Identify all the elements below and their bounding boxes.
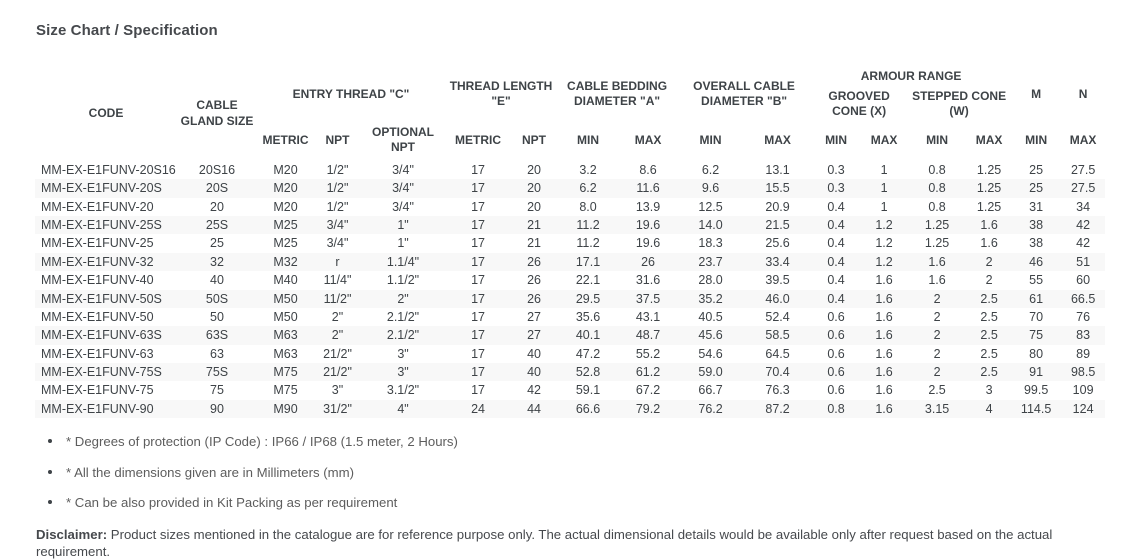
value-cell: 20 [210,199,224,214]
subheader-n-max: MAX [1069,132,1097,147]
value-cell: 75 [1029,328,1044,343]
value-cell: 42 [1076,236,1091,251]
value-cell: 54.6 [698,346,723,361]
value-cell: 2.5 [980,346,998,361]
value-cell: 3.1/2" [386,383,420,398]
value-cell: 43.1 [635,309,661,324]
value-cell: 63S [205,328,229,343]
value-cell: 1 [880,162,888,177]
value-cell: 3/4" [392,181,414,196]
value-cell: 1.2 [875,254,893,269]
value-cell: 76.3 [765,383,790,398]
value-cell: 0.4 [827,254,845,269]
value-cell: 17 [471,346,485,361]
code-cell: MM-EX-E1FUNV-63 [41,346,154,361]
value-cell: M25 [273,218,298,233]
value-cell: 2 [933,346,941,361]
value-cell: 40.1 [575,328,601,343]
code-cell: MM-EX-E1FUNV-75S [41,365,162,380]
value-cell: 8.0 [579,199,597,214]
note-text: * All the dimensions given are in Millimeters (mm) [66,464,355,480]
value-cell: 2.5 [980,291,998,306]
header-n: N [1078,86,1088,101]
value-cell: 25 [210,236,224,251]
value-cell: 0.6 [827,365,845,380]
value-cell: 1.6 [928,254,946,269]
value-cell: 0.4 [827,218,845,233]
value-cell: 42 [527,383,541,398]
value-cell: 2.5 [980,328,998,343]
table-row [35,381,1105,399]
value-cell: 87.2 [765,401,790,416]
note-item [48,465,1142,482]
value-cell: 109 [1072,383,1094,398]
value-cell: 1.2 [875,218,893,233]
value-cell: 21/2" [323,346,352,361]
table-row [35,326,1105,344]
value-cell: 27.5 [1070,181,1096,196]
value-cell: 1 [880,199,888,214]
value-cell: 1.6 [875,273,893,288]
value-cell: 1.25 [976,199,1002,214]
value-cell: 99.5 [1023,383,1049,398]
bullet-icon [48,470,52,474]
value-cell: 1.6 [980,218,998,233]
value-cell: 40 [210,273,224,288]
table-header [35,65,1105,161]
value-cell: 20.9 [765,199,790,214]
value-cell: 21.5 [765,218,790,233]
value-cell: 61.2 [635,365,661,380]
value-cell: 17 [471,162,485,177]
value-cell: 2 [985,254,993,269]
note-item [48,495,1142,512]
subheader-bedding-max: MAX [634,132,662,147]
value-cell: 20 [527,162,541,177]
value-cell: 33.4 [765,254,790,269]
header-cable-gland-size: CABLE GLAND SIZE [180,98,254,128]
value-cell: 66.6 [575,401,601,416]
value-cell: 40.5 [698,309,723,324]
table-row [35,198,1105,216]
value-cell: 83 [1076,328,1091,343]
size-table-body [35,161,1105,418]
value-cell: 15.5 [765,181,790,196]
note-item [48,434,1142,451]
table-row [35,290,1105,308]
value-cell: 0.6 [827,328,845,343]
value-cell: 17 [471,181,485,196]
value-cell: 47.2 [575,346,601,361]
value-cell: 1" [397,236,409,251]
value-cell: 1.25 [976,162,1002,177]
value-cell: 75 [210,383,224,398]
value-cell: 0.6 [827,346,845,361]
note-text: * Degrees of protection (IP Code) : IP66 / IP68 (1.5 meter, 2 Hours) [66,434,458,450]
table-row [35,400,1105,418]
subheader-optional-npt: OPTIONAL NPT [372,124,434,155]
value-cell: 29.5 [575,291,601,306]
header-code: CODE [88,106,124,121]
subheader-grooved-max: MAX [870,132,898,147]
subheader-entry-npt: NPT [325,132,350,147]
bullet-icon [48,500,52,504]
disclaimer-text: Product sizes mentioned in the catalogue are for reference purpose only. The actual dimensional details would be available only after request based on the actual requirement. [36,526,1053,559]
header-overall-cable: OVERALL CABLE DIAMETER "B" [693,78,795,109]
value-cell: 17 [471,328,485,343]
disclaimer-label: Disclaimer: [36,526,108,542]
code-cell: MM-EX-E1FUNV-50S [41,291,162,306]
value-cell: 66.5 [1070,291,1096,306]
subheader-m-max: MIN [1025,132,1048,147]
value-cell: 28.0 [698,273,723,288]
value-cell: 38 [1029,236,1044,251]
value-cell: 90 [210,401,224,416]
value-cell: 2" [331,328,344,343]
value-cell: 1.6 [928,273,946,288]
value-cell: 20 [527,199,541,214]
value-cell: 70.4 [765,365,790,380]
value-cell: 19.6 [635,218,661,233]
bullet-icon [48,439,52,443]
value-cell: 25.6 [765,236,790,251]
value-cell: 46 [1029,254,1044,269]
code-cell: MM-EX-E1FUNV-25S [41,218,162,233]
value-cell: M40 [273,273,298,288]
value-cell: M75 [273,365,298,380]
value-cell: 17 [471,383,485,398]
code-cell: MM-EX-E1FUNV-20S [41,181,162,196]
value-cell: 23.7 [698,254,723,269]
subheader-overall-max: MAX [764,132,791,147]
value-cell: M63 [273,328,298,343]
value-cell: 20S16 [198,162,236,177]
value-cell: 1.25 [924,218,950,233]
value-cell: 114.5 [1020,401,1052,416]
value-cell: 61 [1029,291,1044,306]
subheader-stepped-min: MIN [926,132,949,147]
table-row [35,345,1105,363]
value-cell: 4 [985,401,993,416]
code-cell: MM-EX-E1FUNV-63S [41,328,162,343]
value-cell: M50 [273,309,298,324]
value-cell: 2 [933,291,941,306]
subheader-bedding-min: MIN [577,132,600,147]
value-cell: M63 [273,346,298,361]
subheader-grooved-min: MIN [825,132,848,147]
table-row [35,216,1105,234]
table-row [35,234,1105,252]
value-cell: 3/4" [326,218,349,233]
value-cell: 79.2 [635,401,661,416]
value-cell: 2.5 [980,365,998,380]
value-cell: 67.2 [635,383,661,398]
value-cell: 0.8 [928,162,946,177]
value-cell: 6.2 [701,162,720,177]
value-cell: 17 [471,236,485,251]
value-cell: 31 [1029,199,1044,214]
value-cell: 89 [1076,346,1091,361]
header-m: M [1031,86,1042,101]
value-cell: 2" [331,309,344,324]
value-cell: 0.8 [928,199,946,214]
table-row [35,161,1105,179]
subheader-overall-min: MIN [699,132,722,147]
notes-list [48,434,1142,512]
value-cell: 1.25 [976,181,1002,196]
size-chart-table [35,65,1105,418]
value-cell: 2.5 [980,309,998,324]
value-cell: 1.6 [875,328,893,343]
value-cell: M20 [273,199,298,214]
value-cell: 59.0 [698,365,723,380]
value-cell: 51 [1076,254,1091,269]
value-cell: 3.15 [924,401,950,416]
value-cell: 3" [397,346,409,361]
value-cell: 25 [1029,181,1044,196]
value-cell: 0.3 [827,181,845,196]
value-cell: 27.5 [1070,162,1096,177]
value-cell: 37.5 [635,291,661,306]
value-cell: 1.6 [875,291,893,306]
code-cell: MM-EX-E1FUNV-32 [41,254,154,269]
value-cell: 1.2 [875,236,893,251]
value-cell: 1.6 [875,401,893,416]
value-cell: 25 [1029,162,1044,177]
value-cell: 35.2 [698,291,723,306]
value-cell: 21 [527,236,541,251]
code-cell: MM-EX-E1FUNV-75 [41,383,154,398]
subheader-entry-metric: METRIC [262,132,309,147]
value-cell: 11.2 [576,218,600,233]
value-cell: 39.5 [765,273,790,288]
table-row [35,179,1105,197]
value-cell: 17 [471,199,485,214]
code-cell: MM-EX-E1FUNV-90 [41,401,154,416]
value-cell: 75S [205,365,229,380]
value-cell: 34 [1076,199,1091,214]
note-text: * Can be also provided in Kit Packing as per requirement [66,495,398,511]
value-cell: 50S [205,291,229,306]
value-cell: 9.6 [701,181,720,196]
value-cell: 1.6 [875,309,893,324]
value-cell: 3 [985,383,993,398]
value-cell: 27 [527,309,541,324]
value-cell: 2 [985,273,993,288]
value-cell: 52.4 [765,309,790,324]
subheader-length-metric: METRIC [455,132,502,147]
value-cell: 26 [527,273,541,288]
value-cell: 50 [210,309,224,324]
value-cell: 1.25 [924,236,950,251]
table-row [35,308,1105,326]
value-cell: 80 [1029,346,1044,361]
value-cell: 21 [527,218,541,233]
value-cell: 17 [471,273,485,288]
value-cell: r [335,254,340,269]
value-cell: 0.6 [827,309,845,324]
value-cell: 3.2 [579,162,597,177]
value-cell: 1 [880,181,888,196]
code-cell: MM-EX-E1FUNV-25 [41,236,154,251]
value-cell: 13.9 [635,199,661,214]
value-cell: 63 [210,346,224,361]
value-cell: M32 [273,254,298,269]
value-cell: 0.3 [827,162,845,177]
value-cell: M90 [273,401,298,416]
value-cell: 11.6 [636,181,660,196]
value-cell: 20 [527,181,541,196]
value-cell: 24 [471,401,485,416]
value-cell: 17.1 [575,254,601,269]
value-cell: 124 [1072,401,1094,416]
value-cell: 0.4 [827,291,845,306]
value-cell: 11/2" [323,291,352,306]
value-cell: 20S [205,181,229,196]
value-cell: 44 [527,401,541,416]
header-stepped-cone: STEPPED CONE (W) [912,88,1007,119]
value-cell: 91 [1029,365,1044,380]
value-cell: 31.6 [635,273,661,288]
value-cell: 3/4" [392,199,414,214]
value-cell: 1/2" [326,181,349,196]
value-cell: 1.1/2" [386,273,420,288]
code-cell: MM-EX-E1FUNV-50 [41,309,154,324]
value-cell: 40 [527,346,541,361]
value-cell: 2" [397,291,409,306]
value-cell: 35.6 [575,309,601,324]
value-cell: 55.2 [635,346,661,361]
value-cell: 2 [933,328,941,343]
value-cell: 0.4 [827,273,845,288]
value-cell: 27 [527,328,541,343]
value-cell: 76.2 [698,401,723,416]
value-cell: 3" [331,383,344,398]
header-entry-thread: ENTRY THREAD "C" [292,86,410,101]
header-grooved-cone: GROOVED CONE (X) [828,88,890,119]
value-cell: 98.5 [1070,365,1096,380]
value-cell: 26 [641,254,655,269]
header-cable-bedding: CABLE BEDDING DIAMETER "A" [567,78,668,109]
value-cell: 4" [397,401,409,416]
value-cell: M50 [273,291,298,306]
value-cell: 17 [471,365,485,380]
value-cell: 48.7 [635,328,661,343]
value-cell: 52.8 [575,365,601,380]
value-cell: 1.6 [875,383,893,398]
value-cell: 21/2" [323,365,352,380]
value-cell: 1" [397,218,409,233]
page-title: Size Chart / Specification [36,22,218,39]
value-cell: 0.8 [928,181,946,196]
value-cell: M75 [273,383,298,398]
code-cell: MM-EX-E1FUNV-40 [41,273,154,288]
value-cell: 17 [471,218,485,233]
subheader-length-npt: NPT [522,132,547,147]
value-cell: 11/4" [323,273,352,288]
value-cell: 2.5 [928,383,946,398]
value-cell: 14.0 [698,218,723,233]
value-cell: 59.1 [575,383,601,398]
value-cell: 2 [933,309,941,324]
value-cell: 58.5 [765,328,790,343]
value-cell: M20 [273,162,298,177]
value-cell: 64.5 [765,346,790,361]
value-cell: 3/4" [392,162,414,177]
value-cell: 1.1/4" [386,254,420,269]
value-cell: 1/2" [326,199,349,214]
value-cell: 1.6 [875,346,893,361]
value-cell: 2 [933,365,941,380]
value-cell: 17 [471,309,485,324]
value-cell: M25 [273,236,298,251]
value-cell: M20 [273,181,298,196]
value-cell: 1.6 [980,236,998,251]
value-cell: 11.2 [576,236,600,251]
header-thread-length: THREAD LENGTH "E" [449,78,553,109]
value-cell: 8.6 [639,162,657,177]
value-cell: 0.4 [827,199,845,214]
value-cell: 1/2" [326,162,349,177]
table-row [35,271,1105,289]
value-cell: 12.5 [698,199,723,214]
value-cell: 17 [471,291,485,306]
table-row [35,253,1105,271]
disclaimer [36,526,1108,560]
value-cell: 2.1/2" [386,328,420,343]
value-cell: 76 [1076,309,1091,324]
value-cell: 32 [210,254,224,269]
value-cell: 55 [1029,273,1044,288]
value-cell: 38 [1029,218,1044,233]
value-cell: 42 [1076,218,1091,233]
value-cell: 60 [1076,273,1091,288]
value-cell: 3" [397,365,409,380]
subheader-stepped-max: MAX [975,132,1003,147]
value-cell: 70 [1029,309,1044,324]
value-cell: 6.2 [579,181,597,196]
value-cell: 17 [471,254,485,269]
value-cell: 46.0 [765,291,790,306]
value-cell: 18.3 [698,236,723,251]
header-armour-range: ARMOUR RANGE [860,69,962,83]
value-cell: 0.4 [827,236,845,251]
value-cell: 40 [527,365,541,380]
value-cell: 3/4" [326,236,349,251]
value-cell: 22.1 [575,273,601,288]
value-cell: 25S [205,218,229,233]
value-cell: 26 [527,291,541,306]
value-cell: 1.6 [875,365,893,380]
code-cell: MM-EX-E1FUNV-20S16 [41,162,176,177]
value-cell: 66.7 [698,383,723,398]
value-cell: 45.6 [698,328,723,343]
table-row [35,363,1105,381]
value-cell: 31/2" [323,401,352,416]
value-cell: 0.8 [827,401,845,416]
code-cell: MM-EX-E1FUNV-20 [41,199,154,214]
value-cell: 19.6 [635,236,661,251]
value-cell: 26 [527,254,541,269]
value-cell: 2.1/2" [386,309,420,324]
value-cell: 13.1 [765,162,790,177]
value-cell: 0.6 [827,383,845,398]
